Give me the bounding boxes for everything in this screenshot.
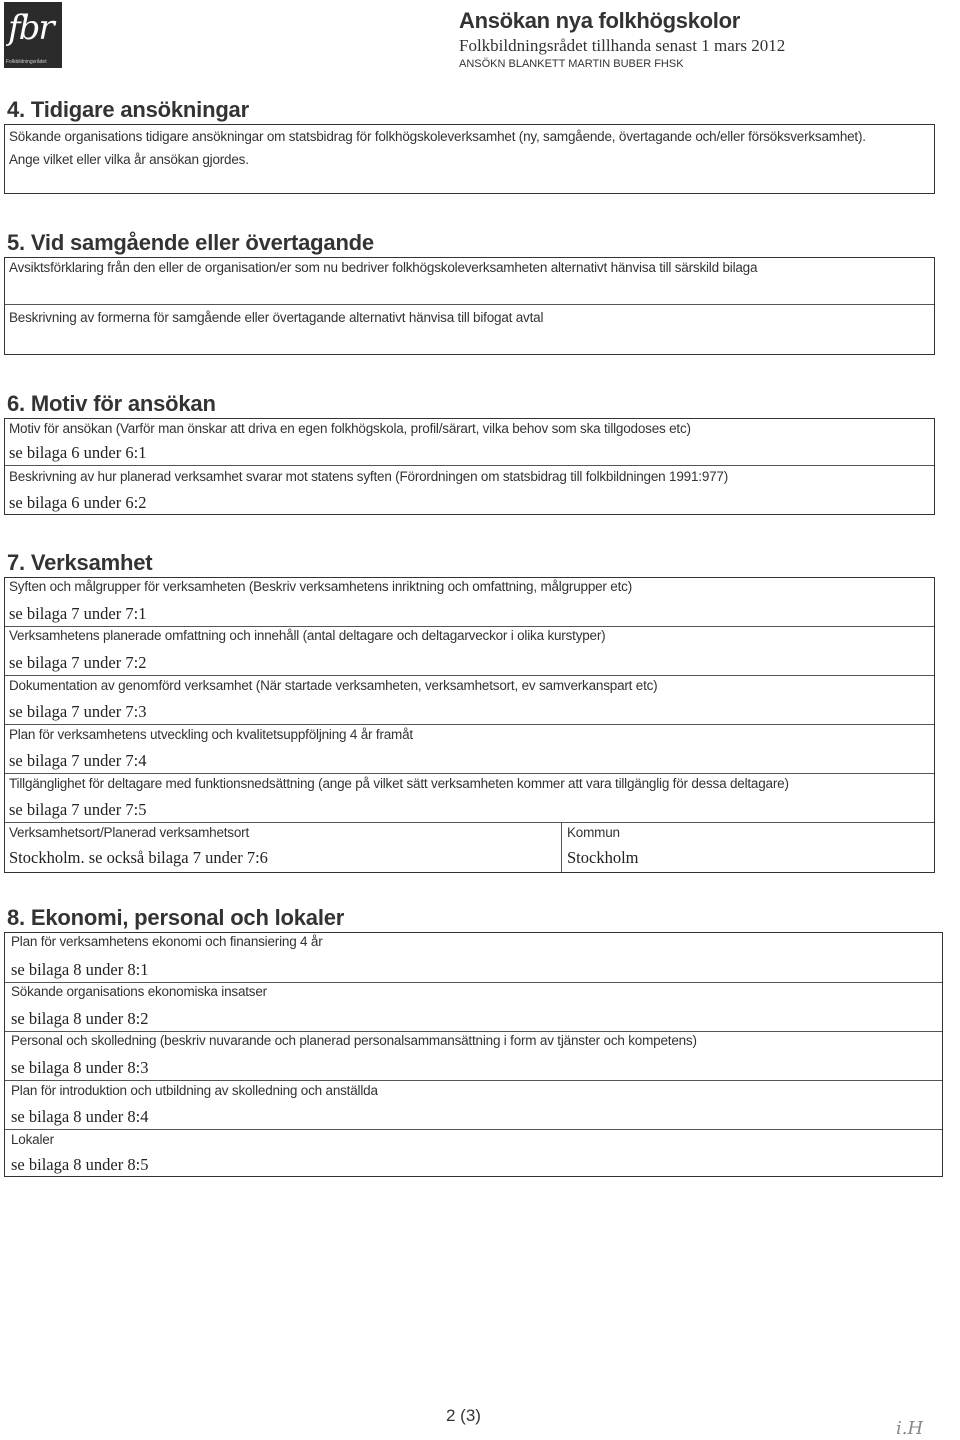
section-6-box: [4, 418, 935, 515]
section-7-label-4: Plan för verksamhetens utveckling och kvalitetsuppföljning 4 år framåt: [9, 727, 413, 742]
section-5-heading: 5. Vid samgående eller övertagande: [7, 230, 374, 255]
section-8-value-1[interactable]: se bilaga 8 under 8:1: [11, 960, 149, 979]
divider: [5, 822, 934, 823]
section-8-value-2[interactable]: se bilaga 8 under 8:2: [11, 1009, 149, 1028]
section-5-box: [4, 257, 935, 355]
logo-text: fbr: [8, 8, 53, 48]
section-6-heading: 6. Motiv för ansökan: [7, 391, 216, 416]
section-6-label-2: Beskrivning av hur planerad verksamhet svarar mot statens syften (Förordningen om statsbidrag till folkbildningen 1991:977): [9, 469, 729, 484]
section-7-label-3: Dokumentation av genomförd verksamhet (När startade verksamheten, verksamhetsort, ev samverkanspart etc): [9, 678, 658, 693]
section-6-value-1[interactable]: se bilaga 6 under 6:1: [9, 443, 147, 462]
section-8-heading: 8. Ekonomi, personal och lokaler: [7, 905, 345, 930]
section-8-label-2: Sökande organisations ekonomiska insatser: [11, 984, 267, 999]
section-8-value-3[interactable]: se bilaga 8 under 8:3: [11, 1058, 149, 1077]
section-5-label-1: Avsiktsförklaring från den eller de organisation/er som nu bedriver folkhögskoleverksamheten alternativt hänvisa till särskild bilaga: [9, 260, 758, 275]
section-7-value-7[interactable]: Stockholm: [567, 848, 639, 867]
section-7-value-4[interactable]: se bilaga 7 under 7:4: [9, 751, 147, 770]
section-7-label-2: Verksamhetens planerade omfattning och innehåll (antal deltagare och deltagarveckor i olika kurstyper): [9, 628, 606, 643]
divider: [5, 626, 934, 627]
section-7-value-5[interactable]: se bilaga 7 under 7:5: [9, 800, 147, 819]
form-code: ANSÖKN BLANKETT MARTIN BUBER FHSK: [459, 58, 684, 70]
section-8-box: [4, 932, 943, 1177]
form-title: Ansökan nya folkhögskolor: [459, 8, 740, 33]
logo-caption: Folkbildningsrådet: [6, 59, 47, 65]
divider: [5, 773, 934, 774]
divider: [5, 304, 934, 305]
section-8-value-5[interactable]: se bilaga 8 under 8:5: [11, 1155, 149, 1174]
section-4-field[interactable]: [4, 124, 935, 194]
form-deadline: Folkbildningsrådet tillhanda senast 1 mars 2012: [459, 36, 786, 55]
section-7-value-3[interactable]: se bilaga 7 under 7:3: [9, 702, 147, 721]
section-8-label-3: Personal och skolledning (beskriv nuvarande och planerad personalsammansättning i form av tjänster och kompetens): [11, 1033, 697, 1048]
divider: [5, 982, 942, 983]
divider: [5, 1080, 942, 1081]
section-5-label-2: Beskrivning av formerna för samgående eller övertagande alternativt hänvisa till bifogat avtal: [9, 310, 544, 325]
section-7-value-6[interactable]: Stockholm. se också bilaga 7 under 7:6: [9, 848, 268, 867]
section-7-label-1: Syften och målgrupper för verksamheten (Beskriv verksamhetens inriktning och omfattning, målgrupper etc): [9, 579, 632, 594]
handwritten-initials: i.H: [896, 1418, 924, 1439]
section-8-label-1: Plan för verksamhetens ekonomi och finansiering 4 år: [11, 934, 323, 949]
page-number: 2 (3): [446, 1406, 481, 1425]
section-7-value-1[interactable]: se bilaga 7 under 7:1: [9, 604, 147, 623]
section-8-label-4: Plan för introduktion och utbildning av skolledning och anställda: [11, 1083, 378, 1098]
section-7-box: [4, 577, 935, 873]
section-7-label-6: Verksamhetsort/Planerad verksamhetsort: [9, 825, 250, 840]
divider: [5, 1031, 942, 1032]
divider: [5, 675, 934, 676]
section-8-value-4[interactable]: se bilaga 8 under 8:4: [11, 1107, 149, 1126]
divider: [561, 822, 562, 872]
section-6-label-1: Motiv för ansökan (Varför man önskar att driva en egen folkhögskola, profil/särart, vilka behov som ska tillgodoses etc): [9, 421, 691, 436]
section-4-label: Sökande organisations tidigare ansökningar om statsbidrag för folkhögskoleverksamhet (ny, samgående, övertagande och/eller försöksverksamhet). Ange vilket eller vilka år ansökan gjordes.: [9, 129, 866, 167]
divider: [5, 724, 934, 725]
divider: [5, 465, 934, 466]
section-7-heading: 7. Verksamhet: [7, 550, 153, 575]
section-7-value-2[interactable]: se bilaga 7 under 7:2: [9, 653, 147, 672]
section-4-heading: 4. Tidigare ansökningar: [7, 97, 249, 122]
section-7-label-7: Kommun: [567, 825, 620, 840]
divider: [5, 1129, 942, 1130]
fbr-logo: [4, 2, 62, 68]
section-6-value-2[interactable]: se bilaga 6 under 6:2: [9, 493, 147, 512]
section-7-label-5: Tillgänglighet för deltagare med funktionsnedsättning (ange på vilket sätt verksamheten kommer att vara tillgänglig för dessa deltagare): [9, 776, 789, 791]
section-8-label-5: Lokaler: [11, 1132, 54, 1147]
